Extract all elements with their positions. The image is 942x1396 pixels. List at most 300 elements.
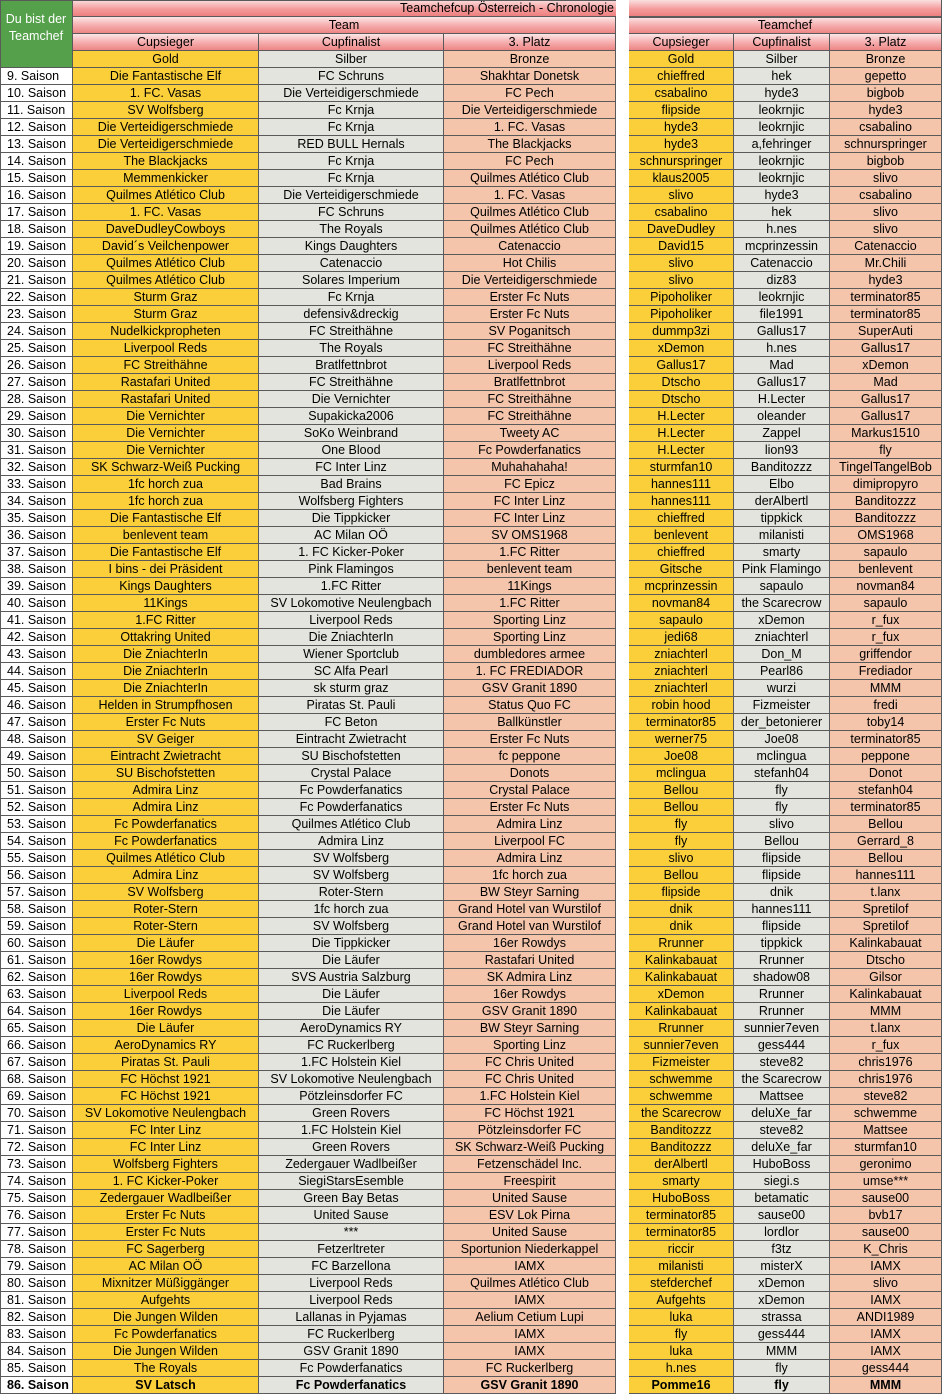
team-dritter-platz: ESV Lok Pirna [444,1207,616,1224]
team-cupfinalist: Fc Powderfanatics [259,799,444,816]
chef-dritter-platz: chris1976 [830,1054,942,1071]
season-label: 80. Saison [0,1275,73,1292]
chef-cupsieger: Banditozzz [629,1122,734,1139]
team-cupsieger: Aufgehts [73,1292,259,1309]
chef-cupsieger: stefderchef [629,1275,734,1292]
team-col-header-dritter-platz: 3. Platz [444,34,616,51]
chef-cupsieger: dummp3zi [629,323,734,340]
chef-cupfinalist: sapaulo [734,578,830,595]
chef-cupfinalist: xDemon [734,1292,830,1309]
chef-dritter-platz: sturmfan10 [830,1139,942,1156]
chef-cupfinalist: hannes111 [734,901,830,918]
season-label: 29. Saison [0,408,73,425]
team-cupfinalist: FC Ruckerlberg [259,1037,444,1054]
chef-dritter-platz: Bellou [830,816,942,833]
team-cupsieger: Ottakring United [73,629,259,646]
team-cupfinalist: Fc Powderfanatics [259,1360,444,1377]
team-cupsieger: Quilmes Atlético Club [73,272,259,289]
season-label: 9. Saison [0,68,73,85]
chef-cupsieger: terminator85 [629,1207,734,1224]
chef-cupfinalist: xDemon [734,612,830,629]
season-label: 62. Saison [0,969,73,986]
team-dritter-platz: Rastafari United [444,952,616,969]
team-medal-dritter-platz: Bronze [444,51,616,68]
chef-cupfinalist: Elbo [734,476,830,493]
chef-cupfinalist: sause00 [734,1207,830,1224]
chef-dritter-platz: terminator85 [830,306,942,323]
team-cupsieger: Fc Powderfanatics [73,833,259,850]
team-cupsieger: 1. FC. Vasas [73,85,259,102]
chef-cupfinalist: shadow08 [734,969,830,986]
team-cupsieger: Kings Daughters [73,578,259,595]
team-cupsieger: Erster Fc Nuts [73,1207,259,1224]
season-label: 10. Saison [0,85,73,102]
season-label: 69. Saison [0,1088,73,1105]
chef-dritter-platz: Catenaccio [830,238,942,255]
team-cupfinalist: SVS Austria Salzburg [259,969,444,986]
chef-cupfinalist: file1991 [734,306,830,323]
season-label: 50. Saison [0,765,73,782]
season-label: 60. Saison [0,935,73,952]
chef-cupfinalist: flipside [734,850,830,867]
chef-cupsieger: hannes111 [629,476,734,493]
chef-dritter-platz: slivo [830,1275,942,1292]
team-cupfinalist: Die ZniachterIn [259,629,444,646]
chef-dritter-platz: sause00 [830,1224,942,1241]
team-cupfinalist: The Royals [259,221,444,238]
team-cupfinalist: Piratas St. Pauli [259,697,444,714]
chef-dritter-platz: gepetto [830,68,942,85]
chef-cupsieger: schnurspringer [629,153,734,170]
team-cupsieger: Eintracht Zwietracht [73,748,259,765]
season-label: 45. Saison [0,680,73,697]
chef-dritter-platz: bigbob [830,85,942,102]
chef-cupfinalist: Don_M [734,646,830,663]
chef-cupfinalist: milanisti [734,527,830,544]
chef-cupsieger: sturmfan10 [629,459,734,476]
chef-cupsieger: terminator85 [629,1224,734,1241]
team-cupfinalist: RED BULL Hernals [259,136,444,153]
team-cupsieger: SV Lokomotive Neulengbach [73,1105,259,1122]
team-cupfinalist: The Royals [259,340,444,357]
season-label: 49. Saison [0,748,73,765]
team-dritter-platz: United Sause [444,1190,616,1207]
team-cupfinalist: AC Milan OÖ [259,527,444,544]
season-label: 56. Saison [0,867,73,884]
chef-cupsieger: Gallus17 [629,357,734,374]
team-dritter-platz: BW Steyr Sarning [444,1020,616,1037]
team-dritter-platz: Admira Linz [444,816,616,833]
season-label: 44. Saison [0,663,73,680]
chef-dritter-platz: r_fux [830,629,942,646]
chef-cupfinalist: zniachterl [734,629,830,646]
team-cupsieger: 1. FC Kicker-Poker [73,1173,259,1190]
chef-dritter-platz: gess444 [830,1360,942,1377]
team-cupfinalist: Crystal Palace [259,765,444,782]
chef-cupfinalist: h.nes [734,340,830,357]
chef-cupsieger: terminator85 [629,714,734,731]
team-cupsieger: 16er Rowdys [73,969,259,986]
team-cupsieger: AC Milan OÖ [73,1258,259,1275]
team-cupsieger: Die Läufer [73,935,259,952]
team-cupfinalist: Supakicka2006 [259,408,444,425]
chef-dritter-platz: umse*** [830,1173,942,1190]
season-label: 67. Saison [0,1054,73,1071]
team-cupsieger: Memmenkicker [73,170,259,187]
chef-cupfinalist: der_betonierer [734,714,830,731]
season-label: 33. Saison [0,476,73,493]
team-cupfinalist: Fc Powderfanatics [259,1377,444,1394]
chef-cupfinalist: wurzi [734,680,830,697]
season-label: 85. Saison [0,1360,73,1377]
chef-cupsieger: chieffred [629,68,734,85]
chef-cupsieger: Dtscho [629,374,734,391]
chef-dritter-platz: hyde3 [830,272,942,289]
season-label: 43. Saison [0,646,73,663]
team-cupsieger: Piratas St. Pauli [73,1054,259,1071]
team-cupsieger: Die Vernichter [73,425,259,442]
chef-cupfinalist: Rrunner [734,1003,830,1020]
chef-dritter-platz: t.lanx [830,884,942,901]
chef-cupsieger: mclingua [629,765,734,782]
team-cupfinalist: SoKo Weinbrand [259,425,444,442]
chef-cupsieger: riccir [629,1241,734,1258]
chef-cupfinalist: steve82 [734,1122,830,1139]
season-label: 63. Saison [0,986,73,1003]
team-cupsieger: Die Verteidigerschmiede [73,136,259,153]
chef-dritter-platz: Banditozzz [830,510,942,527]
season-label: 11. Saison [0,102,73,119]
chef-cupfinalist: fly [734,1377,830,1394]
team-dritter-platz: FC Inter Linz [444,510,616,527]
chef-dritter-platz: K_Chris [830,1241,942,1258]
chef-dritter-platz: fredi [830,697,942,714]
season-label: 47. Saison [0,714,73,731]
team-cupfinalist: United Sause [259,1207,444,1224]
chef-cupsieger: Fizmeister [629,1054,734,1071]
team-dritter-platz: 1. FC. Vasas [444,187,616,204]
chef-cupfinalist: Zappel [734,425,830,442]
chef-cupsieger: chieffred [629,510,734,527]
column-gap [616,0,629,1396]
team-cupsieger: 1fc horch zua [73,493,259,510]
season-label: 40. Saison [0,595,73,612]
chef-cupsieger: flipside [629,884,734,901]
team-cupsieger: FC Sagerberg [73,1241,259,1258]
team-cupfinalist: Admira Linz [259,833,444,850]
season-label: 78. Saison [0,1241,73,1258]
season-label: 55. Saison [0,850,73,867]
chef-cupfinalist: the Scarecrow [734,1071,830,1088]
season-label: 32. Saison [0,459,73,476]
chef-cupsieger: H.Lecter [629,442,734,459]
chef-medal-dritter-platz: Bronze [830,51,942,68]
season-label: 64. Saison [0,1003,73,1020]
chef-dritter-platz: slivo [830,204,942,221]
season-label: 66. Saison [0,1037,73,1054]
chef-cupfinalist: slivo [734,816,830,833]
team-cupfinalist: 1.FC Holstein Kiel [259,1054,444,1071]
season-label: 35. Saison [0,510,73,527]
chef-dritter-platz: terminator85 [830,799,942,816]
chef-cupfinalist: hek [734,204,830,221]
team-dritter-platz: FC Epicz [444,476,616,493]
chef-cupsieger: slivo [629,255,734,272]
team-cupfinalist: FC Beton [259,714,444,731]
team-dritter-platz: 16er Rowdys [444,986,616,1003]
team-dritter-platz: Muhahahaha! [444,459,616,476]
season-label: 46. Saison [0,697,73,714]
chef-cupsieger: Gitsche [629,561,734,578]
chef-cupsieger: Bellou [629,782,734,799]
teamchef-group-header: Teamchef [629,17,942,34]
team-dritter-platz: Aelium Cetium Lupi [444,1309,616,1326]
team-cupfinalist: Eintracht Zwietracht [259,731,444,748]
team-dritter-platz: Status Quo FC [444,697,616,714]
team-dritter-platz: FC Höchst 1921 [444,1105,616,1122]
team-cupsieger: Die Vernichter [73,442,259,459]
chef-dritter-platz: t.lanx [830,1020,942,1037]
team-dritter-platz: United Sause [444,1224,616,1241]
chef-cupfinalist: strassa [734,1309,830,1326]
team-medal-cupsieger: Gold [73,51,259,68]
chef-cupfinalist: lordlor [734,1224,830,1241]
chef-cupsieger: fly [629,816,734,833]
team-cupsieger: Die ZniachterIn [73,663,259,680]
chef-cupfinalist: leokrnjic [734,289,830,306]
season-label: 58. Saison [0,901,73,918]
chef-col-header-cupfinalist: Cupfinalist [734,34,830,51]
chef-cupfinalist: mcprinzessin [734,238,830,255]
chef-cupsieger: Pipoholiker [629,289,734,306]
chef-cupfinalist: Joe08 [734,731,830,748]
team-cupfinalist: SV Wolfsberg [259,850,444,867]
team-cupsieger: FC Inter Linz [73,1139,259,1156]
chef-dritter-platz: sapaulo [830,544,942,561]
chef-dritter-platz: stefanh04 [830,782,942,799]
chef-cupsieger: luka [629,1343,734,1360]
chef-cupfinalist: diz83 [734,272,830,289]
team-cupsieger: Quilmes Atlético Club [73,255,259,272]
season-label: 20. Saison [0,255,73,272]
chef-cupfinalist: flipside [734,918,830,935]
team-dritter-platz: Fc Powderfanatics [444,442,616,459]
team-cupsieger: Sturm Graz [73,289,259,306]
chef-dritter-platz: Kalinkabauat [830,935,942,952]
team-dritter-platz: dumbledores armee [444,646,616,663]
season-label: 23. Saison [0,306,73,323]
team-cupsieger: David´s Veilchenpower [73,238,259,255]
chef-cupfinalist: fly [734,799,830,816]
chef-cupfinalist: sunnier7even [734,1020,830,1037]
season-label: 19. Saison [0,238,73,255]
chef-dritter-platz: MMM [830,1377,942,1394]
team-cupfinalist: FC Streithähne [259,374,444,391]
chef-dritter-platz: peppone [830,748,942,765]
chef-cupfinalist: flipside [734,867,830,884]
team-dritter-platz: FC Inter Linz [444,493,616,510]
chef-cupsieger: csabalino [629,85,734,102]
chef-cupsieger: Rrunner [629,935,734,952]
team-dritter-platz: Liverpool FC [444,833,616,850]
chef-cupfinalist: a,fehringer [734,136,830,153]
team-dritter-platz: Grand Hotel van Wurstilof [444,918,616,935]
chef-cupfinalist: leokrnjic [734,119,830,136]
team-cupfinalist: SV Lokomotive Neulengbach [259,1071,444,1088]
chef-cupfinalist: steve82 [734,1054,830,1071]
season-label: 41. Saison [0,612,73,629]
chef-cupsieger: zniachterl [629,680,734,697]
team-cupsieger: Die Läufer [73,1020,259,1037]
season-label: 15. Saison [0,170,73,187]
team-cupsieger: SK Schwarz-Weiß Pucking [73,459,259,476]
chef-dritter-platz: terminator85 [830,289,942,306]
chef-dritter-platz: fly [830,442,942,459]
chef-cupsieger: DaveDudley [629,221,734,238]
team-dritter-platz: Quilmes Atlético Club [444,1275,616,1292]
season-label: 75. Saison [0,1190,73,1207]
team-cupsieger: DaveDudleyCowboys [73,221,259,238]
season-label: 53. Saison [0,816,73,833]
team-cupsieger: FC Streithähne [73,357,259,374]
chef-cupfinalist: HuboBoss [734,1156,830,1173]
team-cupfinalist: Die Tippkicker [259,510,444,527]
team-cupfinalist: One Blood [259,442,444,459]
team-dritter-platz: 1.FC Ritter [444,595,616,612]
season-label: 74. Saison [0,1173,73,1190]
chef-col-header-cupsieger: Cupsieger [629,34,734,51]
season-label: 26. Saison [0,357,73,374]
team-cupsieger: AeroDynamics RY [73,1037,259,1054]
chef-cupsieger: novman84 [629,595,734,612]
team-medal-cupfinalist: Silber [259,51,444,68]
season-label: 34. Saison [0,493,73,510]
chef-cupsieger: schwemme [629,1088,734,1105]
chef-cupsieger: hyde3 [629,136,734,153]
team-cupsieger: 1.FC Ritter [73,612,259,629]
team-cupfinalist: FC Ruckerlberg [259,1326,444,1343]
chef-cupsieger: robin hood [629,697,734,714]
team-col-header-cupfinalist: Cupfinalist [259,34,444,51]
season-label: 28. Saison [0,391,73,408]
chef-cupsieger: dnik [629,918,734,935]
chef-cupsieger: David15 [629,238,734,255]
chef-dritter-platz: Gallus17 [830,408,942,425]
team-cupsieger: Admira Linz [73,782,259,799]
team-dritter-platz: SV OMS1968 [444,527,616,544]
team-cupsieger: SU Bischofstetten [73,765,259,782]
team-dritter-platz: SK Schwarz-Weiß Pucking [444,1139,616,1156]
team-cupsieger: Liverpool Reds [73,340,259,357]
chef-cupfinalist: smarty [734,544,830,561]
season-label: 61. Saison [0,952,73,969]
team-cupsieger: Die Fantastische Elf [73,510,259,527]
chef-cupfinalist: Rrunner [734,952,830,969]
team-cupfinalist: sk sturm graz [259,680,444,697]
chef-cupfinalist: Catenaccio [734,255,830,272]
team-dritter-platz: 16er Rowdys [444,935,616,952]
team-col-header-cupsieger: Cupsieger [73,34,259,51]
chef-cupsieger: Rrunner [629,1020,734,1037]
season-label: 73. Saison [0,1156,73,1173]
team-cupsieger: 1fc horch zua [73,476,259,493]
team-dritter-platz: FC Chris United [444,1071,616,1088]
team-dritter-platz: FC Streithähne [444,340,616,357]
chef-dritter-platz: Mad [830,374,942,391]
team-dritter-platz: Erster Fc Nuts [444,306,616,323]
team-dritter-platz: Donots [444,765,616,782]
team-cupfinalist: SC Alfa Pearl [259,663,444,680]
team-cupfinalist: Lallanas in Pyjamas [259,1309,444,1326]
season-label: 24. Saison [0,323,73,340]
season-label: 17. Saison [0,204,73,221]
team-dritter-platz: Freespirit [444,1173,616,1190]
team-cupsieger: Die Fantastische Elf [73,68,259,85]
chef-dritter-platz: slivo [830,221,942,238]
season-label: 16. Saison [0,187,73,204]
team-cupfinalist: SiegiStarsEsemble [259,1173,444,1190]
chef-dritter-platz: MMM [830,1003,942,1020]
chef-cupfinalist: Mad [734,357,830,374]
team-cupsieger: benlevent team [73,527,259,544]
team-cupsieger: SV Wolfsberg [73,884,259,901]
team-cupsieger: Admira Linz [73,867,259,884]
team-cupfinalist: Fetzerltreter [259,1241,444,1258]
team-cupsieger: Sturm Graz [73,306,259,323]
chef-dritter-platz: MMM [830,680,942,697]
chef-dritter-platz: Kalinkabauat [830,986,942,1003]
chef-dritter-platz: Gilsor [830,969,942,986]
chef-dritter-platz: OMS1968 [830,527,942,544]
season-label: 68. Saison [0,1071,73,1088]
team-cupfinalist: Wolfsberg Fighters [259,493,444,510]
team-dritter-platz: FC Chris United [444,1054,616,1071]
chef-cupfinalist: lion93 [734,442,830,459]
chef-cupsieger: fly [629,833,734,850]
team-dritter-platz: The Blackjacks [444,136,616,153]
team-cupfinalist: SV Wolfsberg [259,918,444,935]
team-cupsieger: 1. FC. Vasas [73,204,259,221]
team-cupsieger: Admira Linz [73,799,259,816]
team-cupfinalist: SU Bischofstetten [259,748,444,765]
chef-dritter-platz: Gallus17 [830,340,942,357]
chef-cupfinalist: Pearl86 [734,663,830,680]
chef-cupsieger: HuboBoss [629,1190,734,1207]
chef-cupfinalist: Gallus17 [734,374,830,391]
chef-cupfinalist: leokrnjic [734,153,830,170]
chef-dritter-platz: geronimo [830,1156,942,1173]
season-label: 59. Saison [0,918,73,935]
chef-cupsieger: smarty [629,1173,734,1190]
team-cupfinalist: *** [259,1224,444,1241]
team-cupsieger: Liverpool Reds [73,986,259,1003]
season-label: 72. Saison [0,1139,73,1156]
team-cupfinalist: Die Verteidigerschmiede [259,85,444,102]
team-dritter-platz: Erster Fc Nuts [444,731,616,748]
season-label: 76. Saison [0,1207,73,1224]
team-dritter-platz: 1. FC. Vasas [444,119,616,136]
chef-cupfinalist: mclingua [734,748,830,765]
team-cupfinalist: FC Streithähne [259,323,444,340]
chef-cupsieger: Kalinkabauat [629,969,734,986]
team-group-header: Team [73,17,616,34]
chef-cupfinalist: Banditozzz [734,459,830,476]
team-cupsieger: Erster Fc Nuts [73,1224,259,1241]
chef-dritter-platz: chris1976 [830,1071,942,1088]
team-dritter-platz: FC Streithähne [444,408,616,425]
team-cupsieger: Wolfsberg Fighters [73,1156,259,1173]
team-cupsieger: Die Jungen Wilden [73,1309,259,1326]
